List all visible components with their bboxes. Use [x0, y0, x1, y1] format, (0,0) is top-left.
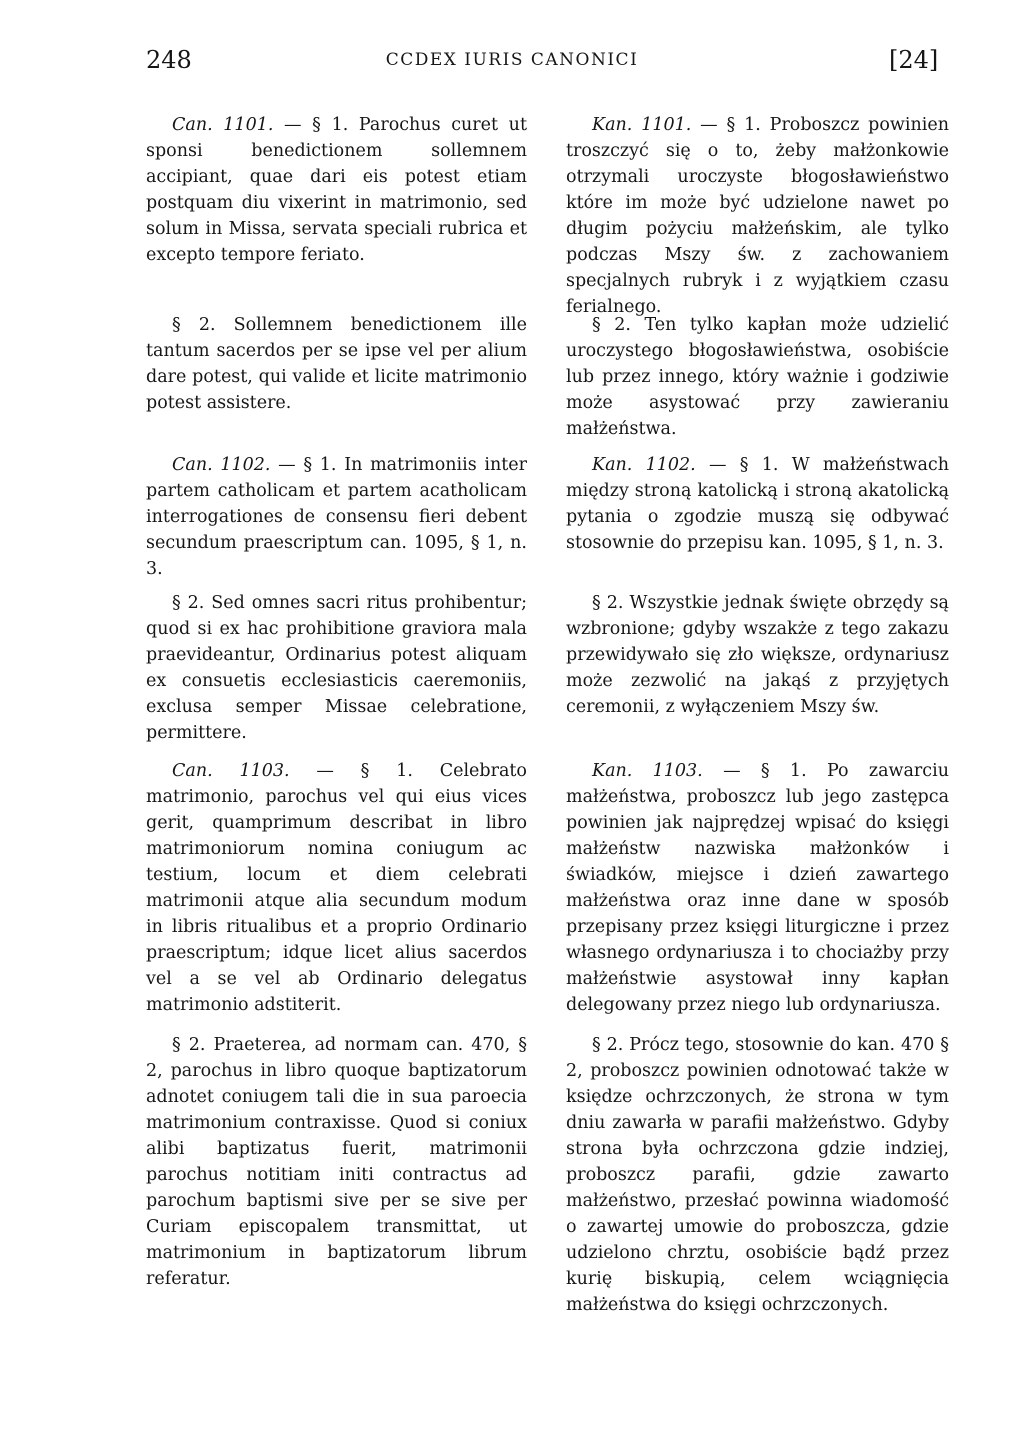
paragraph-lead: — § 1.: [316, 761, 413, 781]
latin-can-1103-paragraph-2: [146, 1032, 527, 1292]
paragraph-text: Sollemnem benedictionem ille tantum sacerdos per se ipse vel per alium dare potest, qui valide et licite matrimonio potest assistere.: [146, 315, 527, 413]
paragraph-lead: — § 1.: [278, 455, 337, 475]
canon-label: Can. 1101.: [172, 115, 274, 135]
paragraph-text: W małżeństwach między stroną katolicką i stroną akatolicką pytania o zgodzie muszą się odbywać stosownie do przepisu kan. 1095, § 1, n. 3.: [566, 455, 949, 553]
page-number: 248: [146, 46, 192, 74]
paragraph-text: Prócz tego, stosownie do kan. 470 § 2, proboszcz powinien odnotować także w księdze ochrzczonych, że strona w tym dniu zawarła w parafii małżeństwo. Gdyby strona była ochrzczona gdzie indziej, proboszcz parafii, gdzie zawarto małżeństwo, przesłać powinna wiadomość o zawartej umowie do proboszcza, gdzie udzielono chrztu, osobiście bądź przez kurię biskupią, celem wciągnięcia małżeństwa do księgi ochrzczonych.: [566, 1035, 949, 1315]
latin-can-1103-paragraph-1: [146, 758, 527, 1018]
paragraph-lead: — § 1.: [723, 761, 807, 781]
polish-kan-1102-paragraph-1: [566, 452, 949, 556]
paragraph-lead: § 2.: [172, 593, 205, 613]
polish-kan-1102-paragraph-2: [566, 590, 949, 720]
paragraph-text: Po zawarciu małżeństwa, proboszcz lub jego zastępca powinien jak najprędzej wpisać do księgi małżeństw nazwiska małżonków i świadków, miejsce i dzień zawartego małżeństwa oraz inne dane w sposób przepisany przez księgi liturgiczne i przez własnego ordynariusza i to chociażby przy małżeństwie asystował inny kapłan delegowany przez niego lub ordynariusza.: [566, 761, 949, 1015]
latin-can-1102-paragraph-2: [146, 590, 527, 746]
latin-can-1102-paragraph-1: [146, 452, 527, 582]
paragraph-lead: — § 1.: [700, 115, 761, 135]
paragraph-text: Ten tylko kapłan może udzielić uroczystego błogosławieństwa, osobiście lub przez innego, który ważnie i godziwie może asystować przy zawieraniu małżeństwa.: [566, 315, 949, 439]
latin-can-1101-paragraph-2: [146, 312, 527, 416]
paragraph-lead: § 2.: [172, 1035, 206, 1055]
canon-label: Kan. 1101.: [592, 115, 692, 135]
canon-label: Can. 1102.: [172, 455, 271, 475]
paragraph-lead: § 2.: [592, 315, 631, 335]
polish-kan-1101-paragraph-2: [566, 312, 949, 442]
section-number: [24]: [889, 46, 939, 74]
canon-label: Kan. 1102.: [592, 455, 696, 475]
page-header: [0, 40, 1024, 80]
paragraph-lead: § 2.: [592, 1035, 624, 1055]
running-title: CCDEX IURIS CANONICI: [385, 50, 639, 70]
paragraph-text: In matrimoniis inter partem catholicam et partem acatholicam interrogationes de consensu fieri debent secundum praescriptum can. 1095, § 1, n. 3.: [146, 455, 527, 579]
paragraph-lead: § 2.: [172, 315, 216, 335]
paragraph-lead: — § 1.: [284, 115, 349, 135]
paragraph-text: Wszystkie jednak święte obrzędy są wzbronione; gdyby wszakże z tego zakazu przewidywało się zło większe, ordynariusz może zezwolić na jakąś z przyjętych ceremonii, z wyłączeniem Mszy św.: [566, 593, 949, 717]
paragraph-text: Celebrato matrimonio, parochus vel qui eius vices gerit, quamprimum describat in libro matrimoniorum nomina coniugum ac testium, locum et diem celebrati matrimonii atque alia secundum modum in libris ritualibus et a proprio Ordinario praescriptum; idque licet alius sacerdos vel a se vel ab Ordinario delegatus matrimonio adstiterit.: [146, 761, 527, 1015]
paragraph-lead: § 2.: [592, 593, 624, 613]
paragraph-text: Sed omnes sacri ritus prohibentur; quod si ex hac prohibitione graviora mala praevideantur, Ordinarius potest aliquam ex consuetis ecclesiasticis caeremoniis, exclusa semper Missae celebratione, permittere.: [146, 593, 527, 743]
polish-kan-1101-paragraph-1: [566, 112, 949, 320]
paragraph-text: Praeterea, ad normam can. 470, § 2, parochus in libro quoque baptizatorum adnotet coniugem tali die in sua paroecia matrimonium contraxisse. Quod si coniux alibi baptizatus fuerit, matrimonii parochus notitiam initi contractus ad parochum baptismi sive per se sive per Curiam episcopalem transmittat, ut matrimonium in baptizatorum librum referatur.: [146, 1035, 527, 1289]
canon-label: Kan. 1103.: [592, 761, 703, 781]
paragraph-text: Proboszcz powinien troszczyć się o to, żeby małżonkowie otrzymali uroczyste błogosławieństwo które im może być udzielone nawet po długim pożyciu małżeńskim, ale tylko podczas Mszy św. z zachowaniem specjalnych rubryk i z wyjątkiem czasu ferialnego.: [566, 115, 949, 317]
latin-can-1101-paragraph-1: [146, 112, 527, 268]
polish-kan-1103-paragraph-1: [566, 758, 949, 1018]
paragraph-text: Parochus curet ut sponsi benedictionem sollemnem accipiant, quae dari eis potest etiam postquam diu vixerint in matrimonio, sed solum in Missa, servata speciali rubrica et excepto tempore feriato.: [146, 115, 527, 265]
polish-kan-1103-paragraph-2: [566, 1032, 949, 1318]
paragraph-lead: — § 1.: [708, 455, 779, 475]
canon-label: Can. 1103.: [172, 761, 290, 781]
